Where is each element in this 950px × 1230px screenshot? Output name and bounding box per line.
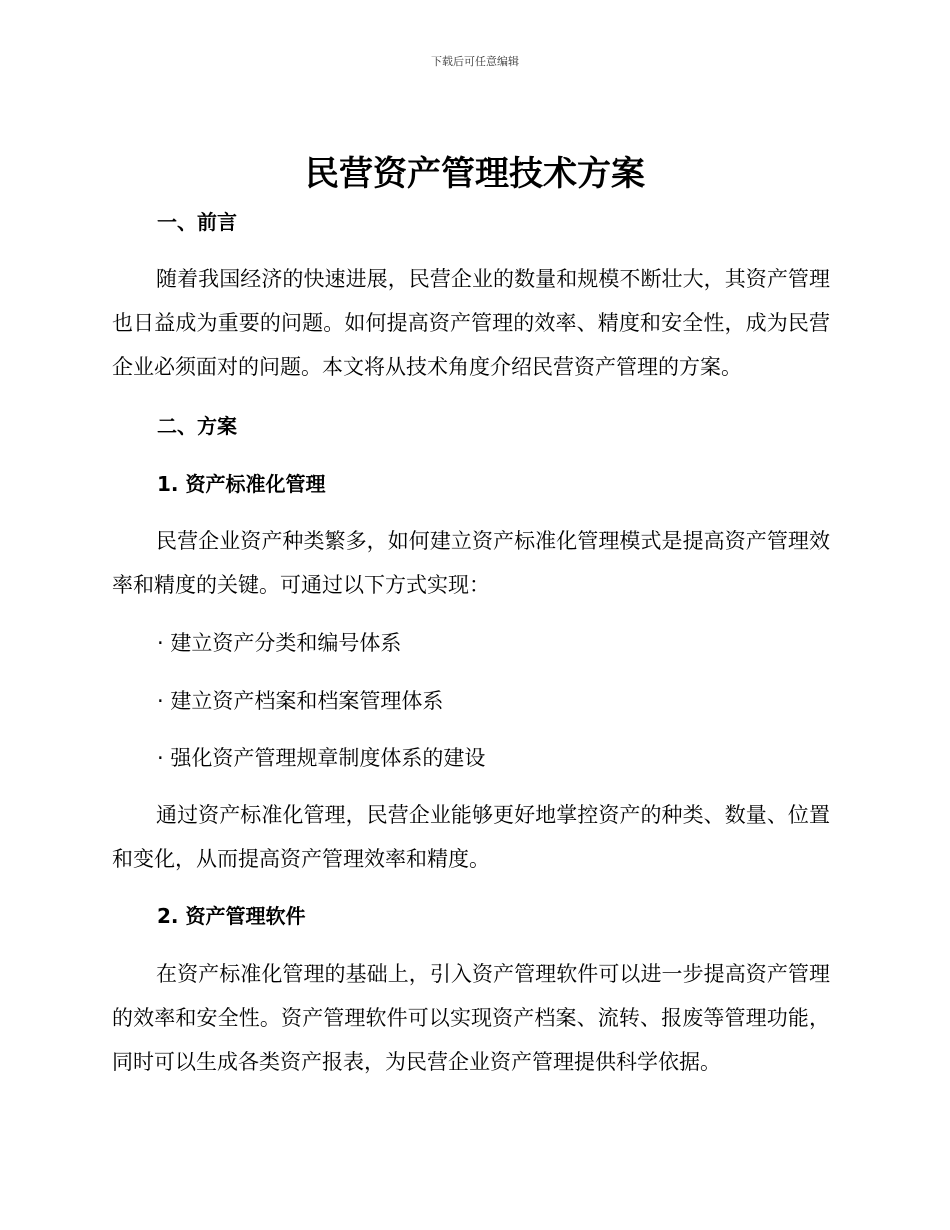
bullet-item-1: · 建立资产分类和编号体系 <box>157 631 402 655</box>
bullet-item-2: · 建立资产档案和档案管理体系 <box>157 689 444 713</box>
section-heading-plan: 二、方案 <box>157 414 237 438</box>
software-paragraph: 在资产标准化管理的基础上，引入资产管理软件可以进一步提高资产管理的效率和安全性。资产管理软件可以实现资产档案、流转、报废等管理功能，同时可以生成各类资产报表，为民营企业资产管理提供科学依据。 <box>112 962 830 1074</box>
bullet-item-3: · 强化资产管理规章制度体系的建设 <box>157 746 486 770</box>
section-heading-preface: 一、前言 <box>157 210 237 234</box>
page-header-note: 下载后可任意编辑 <box>431 55 519 68</box>
subsection-heading-standardization: 1. 资产标准化管理 <box>157 472 326 496</box>
standardization-intro-paragraph: 民营企业资产种类繁多，如何建立资产标准化管理模式是提高资产管理效率和精度的关键。可通过以下方式实现： <box>112 529 830 597</box>
standardization-conclusion-paragraph: 通过资产标准化管理，民营企业能够更好地掌控资产的种类、数量、位置和变化，从而提高资产管理效率和精度。 <box>112 803 830 871</box>
preface-paragraph: 随着我国经济的快速进展，民营企业的数量和规模不断壮大，其资产管理也日益成为重要的问题。如何提高资产管理的效率、精度和安全性，成为民营企业必须面对的问题。本文将从技术角度介绍民营资产管理的方案。 <box>112 267 830 379</box>
document-title: 民营资产管理技术方案 <box>305 154 645 194</box>
subsection-heading-software: 2. 资产管理软件 <box>157 904 306 928</box>
